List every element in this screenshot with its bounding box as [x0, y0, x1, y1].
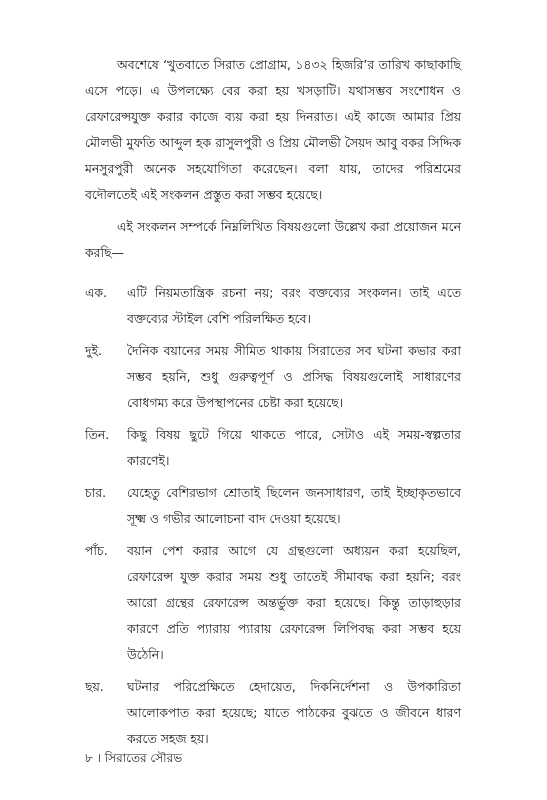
list-item	[85, 422, 461, 474]
page-footer: ৮ । সিরাতের সৌরভ	[85, 751, 183, 765]
list-marker: দুই.	[85, 343, 102, 358]
list-item-text: ঘটনার পরিপ্রেক্ষিতে হেদায়েত, দিকনির্দেশনা ও উপকারিতা আলোকপাত করা হয়েছে; যাতে পাঠকের বুঝতে ও জীবনে ধারণ করতে সহজ হয়।	[127, 679, 461, 746]
list-item	[85, 338, 461, 416]
list-item-text: দৈনিক বয়ানের সময় সীমিত থাকায় সিরাতের সব ঘটনা কভার করা সম্ভব হয়নি, শুধু গুরুত্বপূর্ণ ও প্রসিদ্ধ বিষয়গুলোই সাধারণের বোধগম্য করে উপস্থাপনের চেষ্টা করা হয়েছে।	[127, 343, 461, 410]
numbered-list	[85, 280, 461, 752]
list-item-text: বয়ান পেশ করার আগে যে গ্রন্থগুলো অধ্যয়ন করা হয়েছিল, রেফারেন্স যুক্ত করার সময় শুধু তাতেই সীমাবদ্ধ করা হয়নি; বরং আরো গ্রন্থের রেফারেন্স অন্তর্ভুক্ত করা হয়েছে। কিন্তু তাড়াহুড়ার কারণে প্রতি প্যারায় প্যারায় রেফারেন্স লিপিবদ্ধ করা সম্ভব হয়ে উঠেনি।	[127, 543, 461, 662]
list-marker: এক.	[85, 285, 108, 300]
list-marker: ছয়.	[85, 679, 104, 694]
list-item-text: এটি নিয়মতান্ত্রিক রচনা নয়; বরং বক্তব্যের সংকলন। তাই এতে বক্তব্যের স্টাইল বেশি পরিলক্ষিত হবে।	[127, 285, 461, 326]
paragraph-lead: এই সংকলন সম্পর্কে নিম্নলিখিত বিষয়গুলো উল্লেখ করা প্রয়োজন মনে করছি—	[85, 219, 461, 260]
list-item	[85, 480, 461, 532]
page-body	[85, 52, 461, 758]
list-marker: তিন.	[85, 427, 110, 442]
list-marker: পাঁচ.	[85, 543, 108, 558]
list-item-text: কিছু বিষয় ছুটে গিয়ে থাকতে পারে, সেটাও এই সময়-স্বল্পতার কারণেই।	[127, 427, 461, 468]
list-marker: চার.	[85, 485, 107, 500]
list-item	[85, 280, 461, 332]
paragraph-intro: অবশেষে ‘খুতবাতে সিরাত প্রোগ্রাম, ১৪৩২ হিজরি’র তারিখ কাছাকাছি এসে পড়ে। এ উপলক্ষ্যে বের করা হয় খসড়াটি। যথাসম্ভব সংশোধন ও রেফারেন্সযুক্ত করার কাজে ব্যয় করা হয় দিনরাত। এই কাজে আমার প্রিয় মৌলভী মুফতি আব্দুল হক রাসুলপুরী ও প্রিয় মৌলভী সৈয়দ আবু বকর সিদ্দিক মনসুরপুরী অনেক সহযোগিতা করেছেন। বলা যায়, তাদের পরিশ্রমের বদৌলতেই এই সংকলন প্রস্তুত করা সম্ভব হয়েছে।	[85, 57, 461, 202]
list-item	[85, 538, 461, 668]
list-item-text: যেহেতু বেশিরভাগ শ্রোতাই ছিলেন জনসাধারণ, তাই ইচ্ছাকৃতভাবে সূক্ষ্ম ও গভীর আলোচনা বাদ দেওয়া হয়েছে।	[127, 485, 461, 526]
list-item	[85, 674, 461, 752]
